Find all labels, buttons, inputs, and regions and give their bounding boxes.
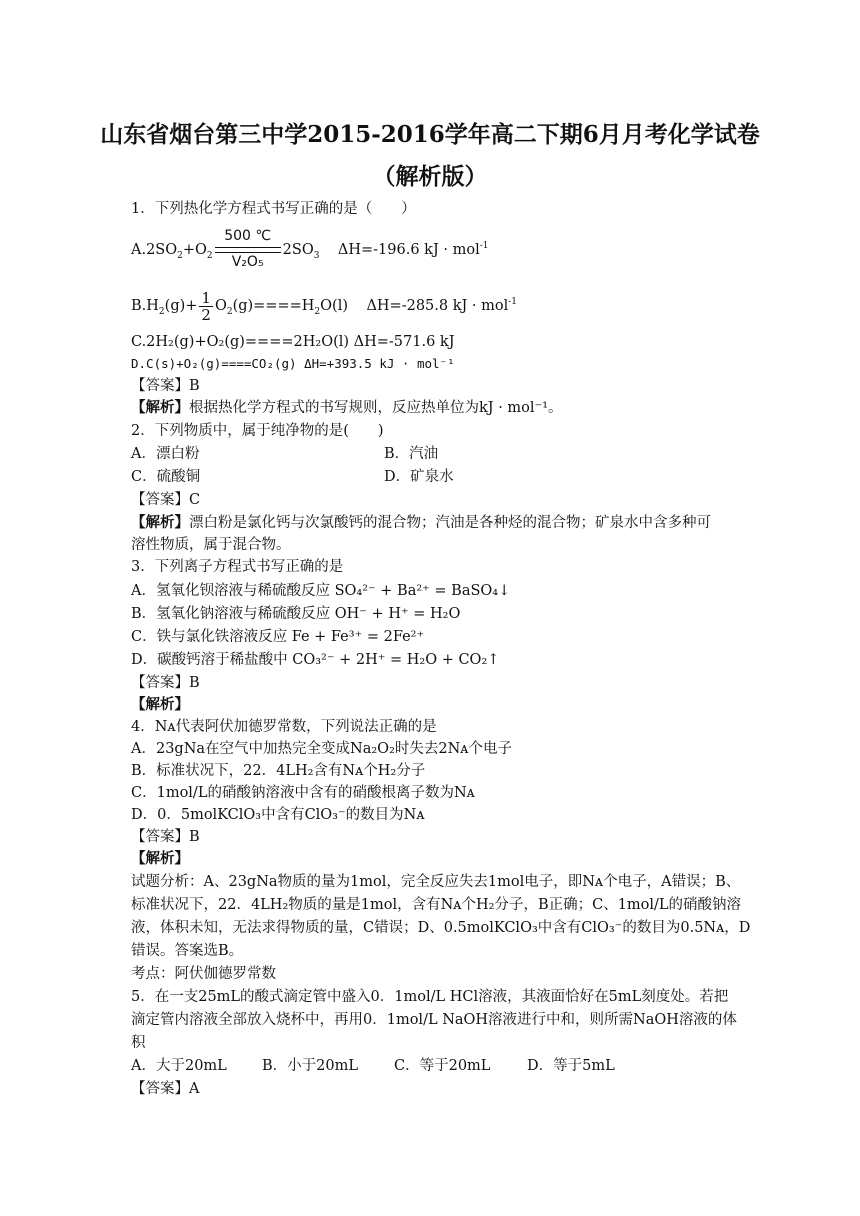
q4-answer: 【答案】B — [131, 829, 200, 845]
q4-knowledge-point: 考点：阿伏伽德罗常数 — [131, 966, 276, 982]
q3-option-c: C．铁与氯化铁溶液反应 Fe + Fe³⁺ = 2Fe²⁺ — [131, 629, 425, 645]
q3-stem: 3．下列离子方程式书写正确的是 — [131, 559, 344, 575]
page-title: 山东省烟台第三中学2015-2016学年高二下期6月月考化学试卷 — [100, 121, 760, 148]
q1-option-d: D.C(s)+O₂(g)====CO₂(g) ΔH=+393.5 kJ · mol⁻¹ — [131, 356, 455, 371]
q5-stem-cont: 滴定管内溶液全部放入烧杯中，再用0．1mol/L NaOH溶液进行中和，则所需NaOH溶液的体 — [131, 1012, 737, 1028]
q4-option-b: B．标准状况下，22．4LH₂含有Nᴀ个H₂分子 — [131, 763, 426, 779]
q2-option-c: C．硫酸铜 — [131, 469, 201, 485]
q3-option-b: B．氢氧化钠溶液与稀硫酸反应 OH⁻ + H⁺ = H₂O — [131, 606, 461, 622]
q2-answer: 【答案】C — [131, 492, 201, 508]
q4-analysis-line: 错误。答案选B。 — [131, 943, 244, 959]
q4-analysis: 【解析】 — [131, 850, 189, 867]
q4-analysis-line: 液，体积未知，无法求得物质的量，C错误；D、0.5molKClO₃中含有ClO₃⁻的数目为0.5Nᴀ，D — [131, 920, 751, 936]
fraction-one-half: $\frac{1}{2}$ — [201, 288, 211, 324]
q5-option-a: A．大于20mL — [131, 1058, 227, 1074]
q5-option-b: B．小于20mL — [262, 1058, 358, 1074]
q4-option-a: A．23gNa在空气中加热完全变成Na₂O₂时失去2Nᴀ个电子 — [131, 741, 512, 757]
q1-option-b: $B.H_2(g)+$ $\frac{1}{2}$ $O_2(g)====H_2O(l)$ ΔH=-285.8 kJ · mol$^{-1}$ — [131, 288, 518, 324]
q1-analysis: 【解析】根据热化学方程式的书写规则，反应热单位为kJ · mol⁻¹。 — [131, 399, 563, 416]
q2-option-d: D．矿泉水 — [384, 469, 454, 485]
q1-option-c: C.2H₂(g)+O₂(g)====2H₂O(l) ΔH=-571.6 kJ — [131, 334, 455, 350]
q2-option-b: B．汽油 — [384, 446, 439, 462]
q3-answer: 【答案】B — [131, 675, 200, 691]
q2-analysis-cont: 溶性物质，属于混合物。 — [131, 537, 291, 553]
q2-stem: 2．下列物质中，属于纯净物的是( ) — [131, 423, 384, 439]
q2-analysis: 【解析】漂白粉是氯化钙与次氯酸钙的混合物；汽油是各种烃的混合物；矿泉水中含多种可 — [131, 514, 711, 531]
q2-option-a: A．漂白粉 — [131, 446, 200, 462]
q5-option-c: C．等于20mL — [394, 1058, 491, 1074]
q5-option-d: D．等于5mL — [527, 1058, 615, 1074]
q1-option-a: $A.2SO_2+O_2$ 500 ℃ V₂O₅ $2SO_3$ ΔH=-196.6 kJ · mol$^{-1}$ — [131, 228, 489, 270]
q3-option-d: D．碳酸钙溶于稀盐酸中 CO₃²⁻ + 2H⁺ = H₂O + CO₂↑ — [131, 652, 500, 668]
q1-answer: 【答案】B — [131, 378, 200, 394]
q4-stem: 4．Nᴀ代表阿伏加德罗常数，下列说法正确的是 — [131, 719, 437, 735]
reaction-condition: 500 ℃ V₂O₅ — [215, 228, 281, 272]
q5-stem: 5．在一支25mL的酸式滴定管中盛入0．1mol/L HCl溶液，其液面恰好在5mL刻度处。若把 — [131, 989, 729, 1005]
q4-option-c: C．1mol/L的硝酸钠溶液中含有的硝酸根离子数为Nᴀ — [131, 785, 475, 801]
page-subtitle: （解析版） — [372, 163, 488, 190]
q3-analysis: 【解析】 — [131, 696, 189, 713]
q4-analysis-line: 标准状况下，22．4LH₂物质的量是1mol，含有Nᴀ个H₂分子，B正确；C、1mol/L的硝酸钠溶 — [131, 897, 742, 913]
q5-answer: 【答案】A — [131, 1081, 200, 1097]
q3-option-a: A．氢氧化钡溶液与稀硫酸反应 SO₄²⁻ + Ba²⁺ = BaSO₄↓ — [131, 583, 511, 599]
q4-option-d: D．0．5molKClO₃中含有ClO₃⁻的数目为Nᴀ — [131, 807, 425, 823]
q4-analysis-line: 试题分析：A、23gNa物质的量为1mol，完全反应失去1mol电子，即Nᴀ个电子，A错误；B、 — [131, 874, 741, 890]
q5-stem-cont: 积 — [131, 1035, 146, 1051]
q1-stem: 1．下列热化学方程式书写正确的是（ ） — [131, 201, 416, 217]
